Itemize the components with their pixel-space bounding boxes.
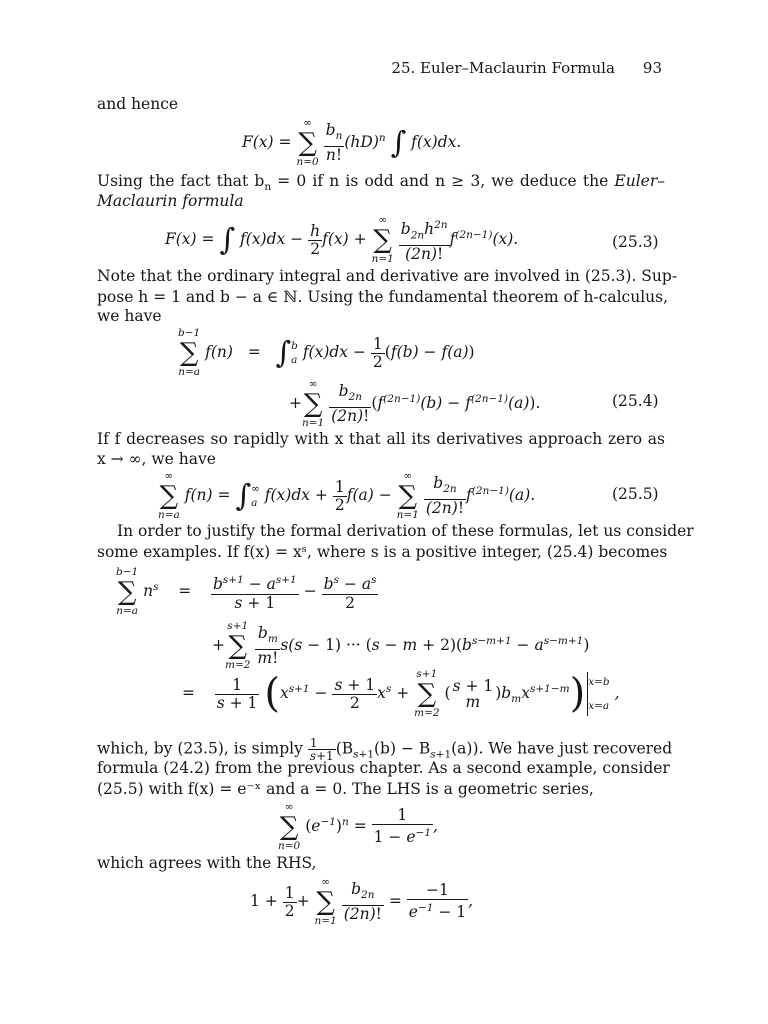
equation-25-5: ∞ ∑ n=a f(n) = ∫ ∞ a f(x)dx + $\frac{1}{2}$ f(a) − ∞ ∑ n=1 $\frac{b_{2n}}{(2n)!}$ $f^{(2n-1)}(a)$.	[158, 470, 536, 521]
text-we-have-1: we have	[97, 307, 162, 325]
text-some-examples: some examples. If f(x) = xˢ, where s is a positive integer, (25.4) becomes	[97, 543, 668, 561]
page-number: 93	[642, 59, 662, 77]
text-and-hence: and hence	[97, 95, 179, 113]
equation-number-25-3: (25.3)	[612, 233, 659, 251]
equation-25-3: F(x) = ∫ f(x)dx − $\frac{h}{2}$ f(x) + ∞ ∑ n=1 $\frac{b_{2n}h^{2n}}{(2n)!}$ $f^{(2n-1)}(x)$.	[165, 214, 519, 265]
running-head	[391, 58, 662, 79]
text-if-f-decreases: If f decreases so rapidly with x that all its derivatives approach zero as	[97, 430, 665, 448]
text-em-maclaurin: Maclaurin formula	[97, 192, 244, 210]
equation-example-line2: + s+1 ∑ m=2 $\frac{b_m}{m!}$ s(s − 1) ··· $(s - m + 2)(b^{s-m+1} - a^{s-m+1})$	[212, 620, 590, 671]
text-using-fact: Using the fact that $b_n = 0$ if n is odd and n ≥ 3, we deduce the Euler–	[97, 172, 665, 194]
equation-number-25-4: (25.4)	[612, 392, 659, 410]
equation-25-4-line2: + ∞ ∑ n=1 $\frac{b_{2n}}{(2n)!}$ $(f^{(2n-1)}(b) - f^{(2n-1)}(a))$.	[289, 378, 541, 429]
section-title: 25. Euler–Maclaurin Formula	[391, 59, 615, 77]
equation-geometric-series: ∞ ∑ n=0 $(e^{-1})^n$ = $\frac{1}{1 - e^{-1}}$ ,	[278, 801, 438, 852]
equation-25-4-line1: b−1 ∑ n=a f(n) = ∫ b a f(x)dx − $\frac{1}{2}$ (f(b) − f(a))	[178, 327, 475, 378]
equation-example-line1: b−1 ∑ n=a $n^s$ = $\frac{b^{s+1} - a^{s+1}}{s + 1}$ − $\frac{b^s - a^s}{2}$	[116, 566, 377, 617]
text-pose-h: pose h = 1 and b − a ∈ ℕ. Using the fundamental theorem of h-calculus,	[97, 288, 669, 306]
text-note-ordinary: Note that the ordinary integral and derivative are involved in (25.3). Sup-	[97, 267, 678, 285]
equation-example-line3: = $\frac{1}{s + 1}$ ($x^{s+1}$ − $\frac{s + 1}{2}$ $x^s$ + s+1 ∑ m=2 ( s + 1 m )$b_mx^{s+1-m}$) x=b x=a ,	[182, 668, 620, 719]
text-formula-24-2: formula (24.2) from the previous chapter. As a second example, consider	[97, 759, 670, 777]
text-25-5-with: (25.5) with f(x) = e⁻ˣ and a = 0. The LHS is a geometric series,	[97, 780, 594, 798]
equation-number-25-5: (25.5)	[612, 485, 659, 503]
text-x-to-infinity: x → ∞, we have	[97, 450, 216, 468]
text-which-agrees: which agrees with the RHS,	[97, 854, 317, 872]
equation-operator-series: F(x) = ∞ ∑ n=0 $\frac{b_n}{n!}$ (hD)$^n$ ∫ f(x)dx.	[242, 117, 462, 168]
text-which-by: which, by (23.5), is simply $\frac{1}{s+1}$ $(B_{s+1}(b) - B_{s+1}(a))$. We have just recovered	[97, 736, 673, 763]
text-in-order-to: In order to justify the formal derivation of these formulas, let us consider	[117, 522, 694, 540]
equation-rhs: 1 + $\frac{1}{2}$ + ∞ ∑ n=1 $\frac{b_{2n}}{(2n)!}$ = $\frac{-1}{e^{-1} - 1}$ ,	[250, 876, 474, 927]
